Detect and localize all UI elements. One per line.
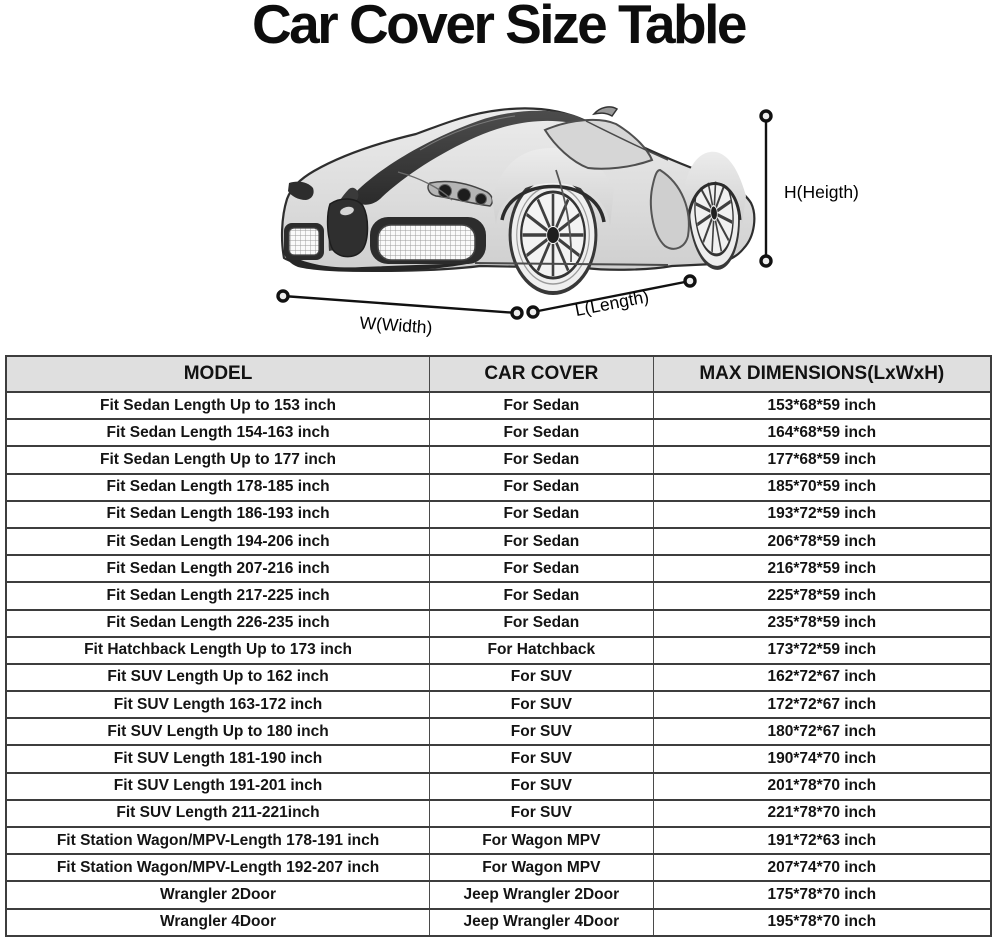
column-header: MODEL <box>6 356 430 392</box>
table-row <box>6 392 991 419</box>
model-cell: Fit Sedan Length 154-163 inch <box>6 419 430 446</box>
page-title: Car Cover Size Table <box>251 0 746 55</box>
model-cell: Wrangler 4Door <box>6 909 430 936</box>
model-cell: Fit Station Wagon/MPV-Length 178-191 inch <box>6 827 430 854</box>
dimensions-cell: 207*74*70 inch <box>653 854 991 881</box>
size-table <box>5 355 992 937</box>
dimensions-cell: 235*78*59 inch <box>653 610 991 637</box>
table-row <box>6 610 991 637</box>
table-row <box>6 773 991 800</box>
dimensions-cell: 153*68*59 inch <box>653 392 991 419</box>
column-header: MAX DIMENSIONS(LxWxH) <box>653 356 991 392</box>
cover-cell: For Sedan <box>430 446 654 473</box>
model-cell: Fit Sedan Length 194-206 inch <box>6 528 430 555</box>
cover-cell: Jeep Wrangler 4Door <box>430 909 654 936</box>
table-row <box>6 691 991 718</box>
cover-cell: For SUV <box>430 718 654 745</box>
table-row <box>6 881 991 908</box>
dimensions-cell: 162*72*67 inch <box>653 664 991 691</box>
model-cell: Fit SUV Length Up to 162 inch <box>6 664 430 691</box>
cover-cell: For Sedan <box>430 474 654 501</box>
model-cell: Fit SUV Length 163-172 inch <box>6 691 430 718</box>
dimensions-cell: 216*78*59 inch <box>653 555 991 582</box>
table-row <box>6 501 991 528</box>
cover-cell: For Sedan <box>430 555 654 582</box>
table-row <box>6 582 991 609</box>
width-label: W(Width) <box>358 312 434 338</box>
table-row <box>6 664 991 691</box>
model-cell: Fit Sedan Length 226-235 inch <box>6 610 430 637</box>
cover-cell: For Sedan <box>430 392 654 419</box>
table-row <box>6 827 991 854</box>
model-cell: Fit SUV Length 211-221inch <box>6 800 430 827</box>
dimensions-cell: 201*78*70 inch <box>653 773 991 800</box>
car-wireframe-drawing <box>282 107 754 293</box>
model-cell: Fit Sedan Length Up to 153 inch <box>6 392 430 419</box>
cover-cell: For Sedan <box>430 419 654 446</box>
table-row <box>6 474 991 501</box>
model-cell: Fit Sedan Length 186-193 inch <box>6 501 430 528</box>
dimensions-cell: 185*70*59 inch <box>653 474 991 501</box>
cover-cell: For SUV <box>430 773 654 800</box>
cover-cell: For Wagon MPV <box>430 854 654 881</box>
model-cell: Fit Station Wagon/MPV-Length 192-207 inch <box>6 854 430 881</box>
cover-cell: Jeep Wrangler 2Door <box>430 881 654 908</box>
length-label: L(Length) <box>573 286 651 321</box>
table-row <box>6 555 991 582</box>
table-header-row <box>6 356 991 392</box>
cover-cell: For Sedan <box>430 501 654 528</box>
height-label: H(Heigth) <box>784 182 859 202</box>
dimensions-cell: 177*68*59 inch <box>653 446 991 473</box>
dimensions-cell: 195*78*70 inch <box>653 909 991 936</box>
dimensions-cell: 225*78*59 inch <box>653 582 991 609</box>
cover-cell: For SUV <box>430 664 654 691</box>
dimensions-cell: 164*68*59 inch <box>653 419 991 446</box>
cover-cell: For Sedan <box>430 610 654 637</box>
model-cell: Fit SUV Length 181-190 inch <box>6 745 430 772</box>
table-row <box>6 637 991 664</box>
size-table-body <box>6 392 991 936</box>
cover-cell: For Wagon MPV <box>430 827 654 854</box>
cover-cell: For Hatchback <box>430 637 654 664</box>
cover-cell: For Sedan <box>430 528 654 555</box>
dimensions-cell: 206*78*59 inch <box>653 528 991 555</box>
model-cell: Fit Sedan Length 207-216 inch <box>6 555 430 582</box>
dimensions-cell: 221*78*70 inch <box>653 800 991 827</box>
cover-cell: For SUV <box>430 691 654 718</box>
model-cell: Fit Sedan Length 178-185 inch <box>6 474 430 501</box>
table-row <box>6 718 991 745</box>
table-row <box>6 528 991 555</box>
table-row <box>6 419 991 446</box>
model-cell: Fit Hatchback Length Up to 173 inch <box>6 637 430 664</box>
car-size-diagram <box>0 0 997 352</box>
dimensions-cell: 173*72*59 inch <box>653 637 991 664</box>
dimensions-cell: 190*74*70 inch <box>653 745 991 772</box>
model-cell: Fit Sedan Length 217-225 inch <box>6 582 430 609</box>
model-cell: Fit SUV Length 191-201 inch <box>6 773 430 800</box>
dimensions-cell: 175*78*70 inch <box>653 881 991 908</box>
dimensions-cell: 193*72*59 inch <box>653 501 991 528</box>
dimensions-cell: 172*72*67 inch <box>653 691 991 718</box>
model-cell: Fit Sedan Length Up to 177 inch <box>6 446 430 473</box>
table-row <box>6 909 991 936</box>
dimensions-cell: 180*72*67 inch <box>653 718 991 745</box>
table-row <box>6 745 991 772</box>
column-header: CAR COVER <box>430 356 654 392</box>
cover-cell: For Sedan <box>430 582 654 609</box>
table-row <box>6 800 991 827</box>
cover-cell: For SUV <box>430 745 654 772</box>
cover-cell: For SUV <box>430 800 654 827</box>
table-row <box>6 446 991 473</box>
model-cell: Wrangler 2Door <box>6 881 430 908</box>
width-dimension-line <box>283 296 517 313</box>
model-cell: Fit SUV Length Up to 180 inch <box>6 718 430 745</box>
size-table-container <box>5 355 992 937</box>
dimensions-cell: 191*72*63 inch <box>653 827 991 854</box>
table-row <box>6 854 991 881</box>
